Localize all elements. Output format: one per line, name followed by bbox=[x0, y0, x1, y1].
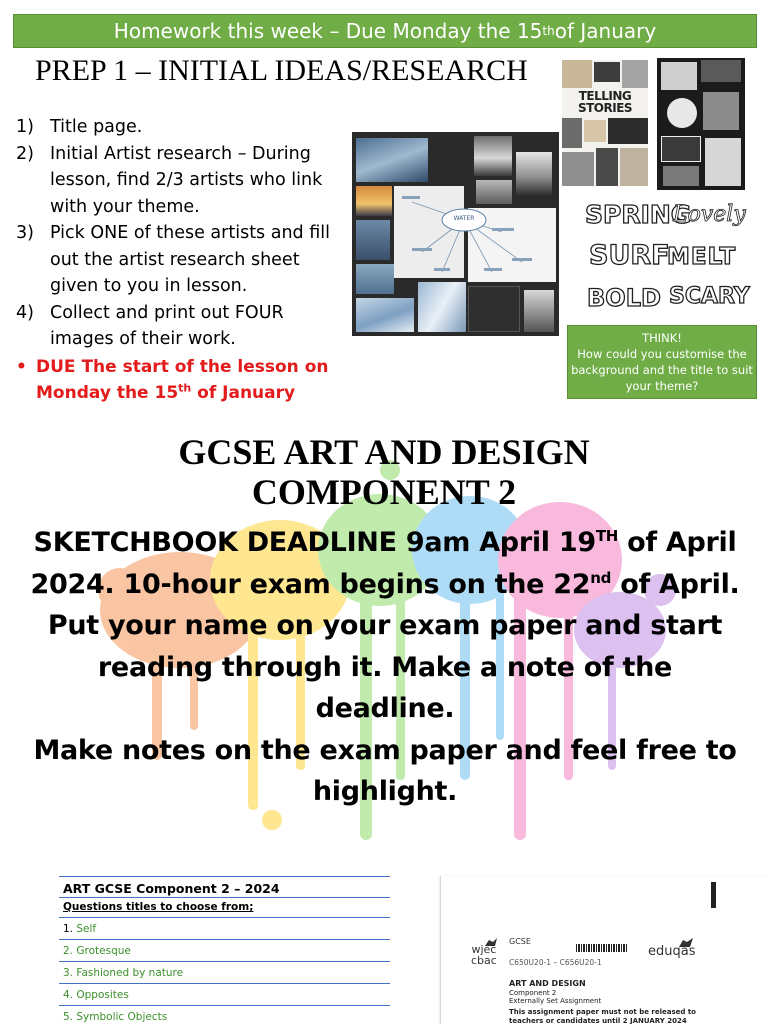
collage-piece bbox=[620, 148, 648, 186]
homework-item bbox=[16, 220, 346, 300]
lettering-word: SPRING bbox=[585, 200, 692, 229]
prep-title: PREP 1 – INITIAL IDEAS/RESEARCH bbox=[35, 54, 528, 87]
deadline-part: of April 2024. 10-hour exam begins on the 22 bbox=[30, 527, 737, 600]
row-number: 5. bbox=[63, 1011, 74, 1023]
collage-piece bbox=[562, 152, 594, 186]
dark-collage-image bbox=[657, 58, 745, 190]
gcse-title bbox=[0, 432, 768, 512]
homework-item bbox=[16, 114, 346, 141]
homework-banner: Homework this week – Due Monday the 15 th of January bbox=[13, 14, 757, 48]
stories-word: STORIES bbox=[577, 101, 633, 115]
deadline-text bbox=[30, 522, 740, 813]
paper-marker bbox=[711, 882, 716, 908]
table-row bbox=[59, 984, 390, 1006]
paper-title: ART AND DESIGN bbox=[509, 979, 586, 988]
row-label: Grotesque bbox=[73, 945, 131, 957]
homework-list bbox=[16, 114, 346, 407]
due-text-end: of January bbox=[191, 383, 296, 403]
deadline-part: of April. bbox=[611, 568, 740, 600]
homework-item bbox=[16, 141, 346, 221]
collage-piece bbox=[703, 92, 739, 130]
lettering-word: SCARY bbox=[669, 284, 750, 309]
homework-item-number: 2) bbox=[16, 143, 34, 164]
notes-instruction: Make notes on the exam paper and feel free to highlight. bbox=[33, 734, 737, 807]
collage-piece bbox=[562, 118, 582, 148]
gcse-title-line: COMPONENT 2 bbox=[251, 472, 517, 512]
row-label: Symbolic Objects bbox=[73, 1011, 168, 1023]
collage-piece bbox=[562, 60, 592, 88]
table-row bbox=[59, 940, 390, 962]
collage-piece bbox=[661, 136, 701, 162]
collage-piece bbox=[667, 98, 697, 128]
collage-piece bbox=[701, 60, 741, 82]
moodboard-image bbox=[352, 132, 559, 336]
homework-item-text: Pick ONE of these artists and fill out the artist research sheet given to you in lesson. bbox=[50, 223, 330, 296]
collage-piece bbox=[584, 120, 606, 142]
homework-item-text: Collect and print out FOUR images of their work. bbox=[50, 302, 284, 349]
row-label: Self bbox=[73, 923, 97, 935]
paper-component bbox=[509, 989, 601, 1005]
telling-stories-image bbox=[562, 60, 648, 186]
eduqas-logo: eduqas bbox=[648, 944, 696, 959]
homework-due-note bbox=[16, 354, 346, 407]
barcode bbox=[576, 944, 628, 952]
banner-text-end: of January bbox=[554, 19, 657, 43]
due-bullet: • bbox=[16, 356, 27, 377]
gcse-title-line: GCSE ART AND DESIGN bbox=[178, 432, 590, 472]
deadline-sup: TH bbox=[595, 527, 618, 545]
homework-item-number: 3) bbox=[16, 223, 34, 243]
row-number: 3. bbox=[63, 967, 74, 979]
homework-item-text: Initial Artist research – During lesson, find 2/3 artists who link with your theme. bbox=[50, 143, 323, 217]
mindmap-center-label: WATER bbox=[453, 215, 475, 222]
collage-piece bbox=[663, 166, 699, 186]
row-label: Opposites bbox=[73, 989, 129, 1001]
telling-stories-title bbox=[564, 90, 646, 114]
homework-item-number: 4) bbox=[16, 302, 34, 323]
paper-code: C650U20-1 – C656U20-1 bbox=[509, 958, 602, 967]
table-row bbox=[59, 918, 390, 940]
wjec-text: wjec bbox=[471, 943, 497, 956]
table-header: ART GCSE Component 2 – 2024 bbox=[59, 876, 390, 898]
lettering-word: BOLD bbox=[587, 284, 661, 312]
question-titles-table bbox=[59, 876, 390, 1024]
lettering-word: SURF bbox=[589, 240, 670, 271]
table-row bbox=[59, 1006, 390, 1024]
row-label: Fashioned by nature bbox=[73, 967, 184, 979]
wjec-logo bbox=[471, 944, 497, 966]
lettering-examples bbox=[585, 198, 750, 320]
paper-gcse: GCSE bbox=[509, 937, 531, 946]
collage-piece bbox=[622, 60, 648, 88]
due-text bbox=[36, 354, 346, 407]
mindmap-lines bbox=[352, 132, 559, 336]
deadline-sup: nd bbox=[590, 568, 612, 587]
row-number: 1. bbox=[63, 923, 74, 935]
table-row bbox=[59, 962, 390, 984]
think-heading: THINK! bbox=[642, 331, 682, 345]
collage-piece bbox=[594, 62, 620, 82]
collage-piece bbox=[705, 138, 741, 186]
think-question: How could you customise the background and the title to suit your theme? bbox=[571, 347, 753, 393]
assignment-line: Externally Set Assignment bbox=[509, 997, 602, 1005]
due-sup: th bbox=[178, 381, 192, 395]
collage-piece bbox=[596, 148, 618, 186]
homework-item-text: Title page. bbox=[50, 117, 143, 137]
paper-warning: This assignment paper must not be released to teachers or candidates until 2 JANUARY 2024 bbox=[509, 1008, 696, 1024]
cbac-text: cbac bbox=[471, 954, 497, 967]
deadline-part: SKETCHBOOK DEADLINE 9am April 19 bbox=[33, 527, 596, 558]
table-subheader: Questions titles to choose from; bbox=[59, 898, 390, 918]
homework-item-number: 1) bbox=[16, 117, 34, 137]
lettering-word: MELT bbox=[667, 244, 737, 270]
component-line: Component 2 bbox=[509, 989, 557, 997]
deadline-paragraph bbox=[30, 522, 740, 605]
row-number: 2. bbox=[63, 945, 74, 957]
collage-piece bbox=[661, 62, 697, 90]
telling-word: TELLING bbox=[578, 89, 632, 103]
name-instruction: Put your name on your exam paper and start reading through it. Make a note of the deadline. bbox=[47, 610, 723, 724]
due-text-start: DUE The start of the lesson on Monday the 15 bbox=[36, 356, 329, 403]
banner-text-start: Homework this week – Due Monday the 15 bbox=[113, 19, 543, 43]
lettering-word: Lovely bbox=[673, 202, 746, 227]
collage-piece bbox=[608, 118, 648, 144]
homework-item bbox=[16, 300, 346, 353]
think-box bbox=[567, 325, 757, 399]
row-number: 4. bbox=[63, 989, 74, 1001]
exam-paper-image bbox=[440, 876, 768, 1024]
